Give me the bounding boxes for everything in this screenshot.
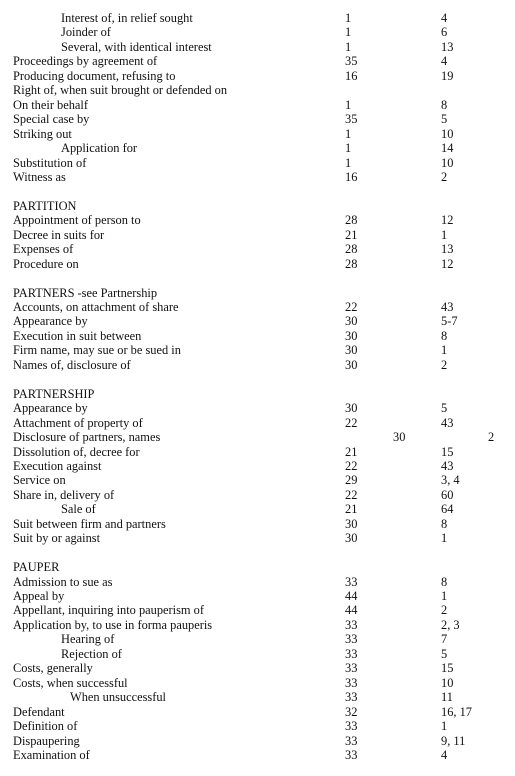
entry-order: 16 [345, 169, 358, 184]
entry-order: 35 [345, 112, 358, 127]
index-entry [0, 257, 515, 272]
entry-label: Dissolution of, decree for [13, 444, 140, 459]
entry-rule: 6 [441, 25, 448, 40]
entry-label: Costs, generally [13, 661, 93, 676]
entry-label: Right of, when suit brought or defended on [13, 83, 228, 98]
index-entry [0, 242, 515, 257]
entry-rule: 4 [441, 11, 448, 25]
entry-rule: 8 [441, 328, 448, 343]
index-entry [0, 632, 515, 647]
entry-rule: 13 [441, 39, 454, 54]
index-entry [0, 83, 515, 98]
entry-label: Appearance by [13, 314, 88, 329]
entry-rule: 5 [441, 401, 448, 416]
entry-label: Attachment of property of [13, 415, 143, 430]
entry-label: Proceedings by agreement of [13, 54, 158, 69]
entry-label: Execution in suit between [13, 328, 142, 343]
entry-rule: 16, 17 [441, 704, 472, 719]
entry-order: 1 [345, 155, 352, 170]
entry-rule: 60 [441, 487, 454, 502]
index-entry [0, 445, 515, 460]
index-entry [0, 127, 515, 142]
index-entry [0, 603, 515, 618]
index-entry [0, 560, 515, 575]
index-entry [0, 488, 515, 503]
entry-rule: 8 [441, 97, 448, 112]
index-entry [0, 141, 515, 156]
entry-rule: 1 [441, 589, 448, 603]
entry-label: Sale of [61, 502, 96, 517]
entry-rule: 4 [441, 747, 448, 762]
entry-order: 28 [345, 242, 358, 257]
index-entry [0, 25, 515, 40]
entry-label: Appearance by [13, 401, 88, 416]
entry-order: 30 [345, 314, 358, 329]
index-entry [0, 473, 515, 488]
entry-label: Decree in suits for [13, 227, 105, 242]
entry-rule: 8 [441, 516, 448, 531]
index-entry [0, 719, 515, 734]
entry-order: 1 [345, 25, 352, 40]
entry-label: On their behalf [13, 97, 89, 112]
entry-rule: 5 [441, 646, 448, 661]
entry-rule: 12 [441, 213, 454, 228]
entry-label: Procedure on [13, 256, 79, 271]
entry-order: 1 [345, 39, 352, 54]
entry-label: PARTNERSHIP [13, 386, 95, 401]
index-entry [0, 459, 515, 474]
entry-label: Disclosure of partners, names [13, 430, 161, 444]
entry-order: 44 [345, 589, 358, 603]
entry-order: 1 [345, 11, 352, 25]
entry-rule: 5-7 [441, 314, 458, 329]
entry-label: Suit between firm and partners [13, 516, 166, 531]
index-entry [0, 690, 515, 705]
entry-label: Accounts, on attachment of share [13, 300, 179, 314]
entry-label: Hearing of [61, 632, 115, 647]
entry-rule: 3, 4 [441, 473, 460, 488]
entry-label: Examination of [13, 747, 90, 762]
index-entry [0, 300, 515, 315]
entry-rule: 12 [441, 256, 454, 271]
entry-order: 30 [345, 328, 358, 343]
entry-rule: 43 [441, 458, 454, 473]
index-entry [0, 112, 515, 127]
index-entry [0, 286, 515, 301]
entry-label: Witness as [13, 169, 66, 184]
entry-label: Striking out [13, 126, 72, 141]
entry-rule: 2 [488, 430, 495, 444]
entry-order: 44 [345, 603, 358, 618]
entry-label: Producing document, refusing to [13, 68, 176, 83]
index-entry [0, 531, 515, 546]
entry-label: Application by, to use in forma pauperis [13, 617, 213, 632]
entry-label: Expenses of [13, 242, 74, 257]
index-entry [0, 430, 515, 445]
entry-order: 21 [345, 444, 358, 459]
entry-order: 28 [345, 213, 358, 228]
entry-rule: 2 [441, 169, 448, 184]
entry-label: Dispaupering [13, 733, 80, 748]
index-entry [0, 618, 515, 633]
index-entry [0, 517, 515, 532]
index-entry [0, 199, 515, 214]
entry-order: 30 [345, 357, 358, 372]
entry-rule: 2 [441, 603, 448, 618]
index-entry [0, 228, 515, 243]
entry-order: 22 [345, 458, 358, 473]
index-entry [0, 575, 515, 590]
index-entry [0, 40, 515, 55]
entry-label: Suit by or against [13, 531, 101, 546]
entry-rule: 19 [441, 68, 454, 83]
entry-order: 1 [345, 126, 352, 141]
entry-label: Application for [61, 141, 138, 155]
entry-label: Interest of, in relief sought [61, 11, 193, 25]
entry-rule: 2, 3 [441, 617, 460, 632]
index-entry [0, 213, 515, 228]
entry-order: 33 [345, 617, 358, 632]
entry-label: Execution against [13, 458, 102, 473]
entry-label: PARTNERS -see Partnership [13, 285, 158, 300]
index-entry [0, 387, 515, 402]
index-entry [0, 705, 515, 720]
index-entry [0, 676, 515, 691]
index-entry [0, 748, 515, 763]
entry-label: When unsuccessful [70, 690, 166, 705]
index-entry [0, 647, 515, 662]
entry-label: Firm name, may sue or be sued in [13, 343, 181, 358]
index-entry [0, 661, 515, 676]
entry-order: 32 [345, 704, 358, 719]
entry-order: 30 [393, 430, 406, 444]
entry-order: 28 [345, 256, 358, 271]
entry-order: 1 [345, 141, 352, 155]
entry-label: Rejection of [61, 646, 122, 661]
index-entry [0, 69, 515, 84]
entry-order: 22 [345, 415, 358, 430]
entry-rule: 7 [441, 632, 448, 647]
entry-order: 33 [345, 675, 358, 690]
entry-order: 16 [345, 68, 358, 83]
entry-rule: 8 [441, 574, 448, 589]
entry-order: 33 [345, 733, 358, 748]
entry-label: Appellant, inquiring into pauperism of [13, 603, 204, 618]
entry-rule: 15 [441, 444, 454, 459]
entry-rule: 64 [441, 502, 454, 517]
entry-rule: 1 [441, 719, 448, 733]
index-entry [0, 343, 515, 358]
entry-label: Special case by [13, 112, 90, 127]
entry-rule: 15 [441, 661, 454, 676]
entry-rule: 10 [441, 126, 454, 141]
index-entry [0, 416, 515, 431]
entry-label: Definition of [13, 719, 78, 733]
entry-label: Names of, disclosure of [13, 357, 131, 372]
index-entry [0, 156, 515, 171]
index-entry [0, 589, 515, 604]
entry-order: 21 [345, 227, 358, 242]
entry-label: PARTITION [13, 198, 77, 213]
entry-label: Substitution of [13, 155, 87, 170]
entry-rule: 5 [441, 112, 448, 127]
entry-order: 30 [345, 401, 358, 416]
index-entry [0, 314, 515, 329]
index-entry [0, 170, 515, 185]
entry-order: 33 [345, 646, 358, 661]
entry-rule: 1 [441, 531, 448, 546]
entry-order: 33 [345, 574, 358, 589]
index-entry [0, 98, 515, 113]
entry-order: 33 [345, 719, 358, 733]
entry-rule: 43 [441, 415, 454, 430]
index-entry [0, 358, 515, 373]
index-entry [0, 502, 515, 517]
entry-rule: 13 [441, 242, 454, 257]
entry-rule: 43 [441, 300, 454, 314]
entry-label: Costs, when successful [13, 675, 128, 690]
entry-order: 33 [345, 632, 358, 647]
entry-rule: 1 [441, 227, 448, 242]
entry-label: PAUPER [13, 560, 60, 575]
entry-order: 35 [345, 54, 358, 69]
entry-order: 21 [345, 502, 358, 517]
entry-order: 30 [345, 516, 358, 531]
entry-order: 29 [345, 473, 358, 488]
index-entry [0, 54, 515, 69]
entry-rule: 9, 11 [441, 733, 466, 748]
entry-order: 1 [345, 97, 352, 112]
index-entry [0, 329, 515, 344]
entry-rule: 14 [441, 141, 454, 155]
entry-rule: 4 [441, 54, 448, 69]
index-entry [0, 11, 515, 26]
entry-order: 22 [345, 300, 358, 314]
entry-label: Service on [13, 473, 66, 488]
entry-label: Appeal by [13, 589, 65, 603]
entry-label: Several, with identical interest [61, 39, 212, 54]
entry-rule: 11 [441, 690, 453, 705]
entry-label: Appointment of person to [13, 213, 141, 228]
entry-rule: 1 [441, 343, 448, 358]
entry-order: 33 [345, 747, 358, 762]
entry-rule: 2 [441, 357, 448, 372]
entry-label: Share in, delivery of [13, 487, 115, 502]
entry-rule: 10 [441, 675, 454, 690]
entry-label: Joinder of [61, 25, 111, 40]
entry-label: Admission to sue as [13, 574, 113, 589]
entry-order: 33 [345, 661, 358, 676]
entry-order: 22 [345, 487, 358, 502]
entry-rule: 10 [441, 155, 454, 170]
index-entry [0, 401, 515, 416]
entry-order: 30 [345, 343, 358, 358]
index-entry [0, 734, 515, 749]
entry-label: Defendant [13, 704, 65, 719]
entry-order: 33 [345, 690, 358, 705]
entry-order: 30 [345, 531, 358, 546]
